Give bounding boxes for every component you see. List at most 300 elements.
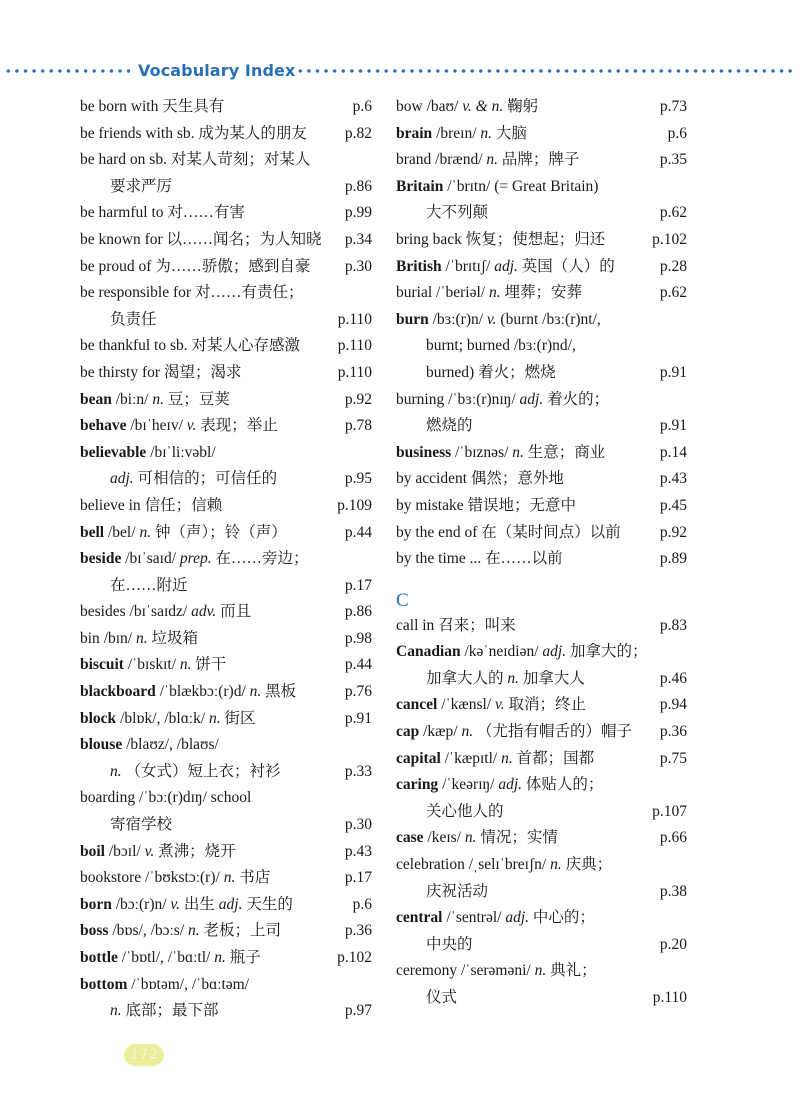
phonetic: /bɪˈheɪv/ xyxy=(130,417,183,435)
phonetic: /ˈkænsl/ xyxy=(441,696,492,714)
definition: 垃圾箱 xyxy=(151,629,198,647)
definition: 瓶子 xyxy=(229,949,261,966)
entry-text xyxy=(110,307,157,334)
index-entry xyxy=(80,440,372,467)
entry-text xyxy=(80,626,198,653)
index-entry xyxy=(396,719,687,746)
definition: （女式）短上衣；衬衫 xyxy=(125,762,281,780)
entry-text xyxy=(80,520,287,547)
definition: 中心的； xyxy=(532,909,595,927)
phonetic: /blɒk/, /blɑːk/ xyxy=(120,709,206,727)
index-entry-continuation xyxy=(396,879,687,906)
page-reference: p.36 xyxy=(659,723,687,741)
entry-text xyxy=(80,200,245,227)
entry-text xyxy=(396,227,605,254)
entry-text xyxy=(80,94,224,121)
headword: brand xyxy=(396,151,432,169)
headword: boss xyxy=(80,922,109,940)
phonetic: /ˈbrɪtɪʃ/ xyxy=(445,257,491,275)
entry-text xyxy=(80,599,251,626)
entry-text xyxy=(80,679,296,706)
headword: caring xyxy=(396,776,439,794)
headword: be harmful to xyxy=(80,204,164,222)
page-reference: p.98 xyxy=(344,629,372,647)
definition: 着火的； xyxy=(547,390,610,408)
page-reference: p.110 xyxy=(337,337,372,355)
definition: 庆祝活动 xyxy=(426,882,489,900)
headword: bean xyxy=(80,390,112,408)
page-reference: p.92 xyxy=(659,523,687,541)
definition: 在……旁边； xyxy=(215,550,309,568)
definition: 在（某时间点）以前 xyxy=(481,523,621,541)
entry-text xyxy=(426,799,504,826)
page-reference: p.102 xyxy=(337,949,372,966)
part-of-speech: n. xyxy=(534,962,547,980)
page-header xyxy=(0,58,800,84)
entry-text xyxy=(396,493,576,520)
page-reference: p.34 xyxy=(344,230,372,248)
phonetic: /ˈbɒtl/, /ˈbɑːtl/ xyxy=(121,949,211,966)
phonetic: /ˈberiəl/ xyxy=(436,284,486,302)
page-reference: p.75 xyxy=(659,749,687,767)
headword: by accident xyxy=(396,470,468,488)
index-entry-continuation xyxy=(396,413,687,440)
headword: business xyxy=(396,443,452,461)
index-entry xyxy=(396,825,687,852)
part-of-speech: n. xyxy=(512,443,524,461)
page-reference: p.28 xyxy=(659,257,687,275)
part-of-speech: adj. xyxy=(494,257,518,275)
phonetic: /ˈbrɪtn/ xyxy=(447,177,491,195)
index-entry xyxy=(80,520,372,547)
page-reference: p.14 xyxy=(659,443,687,461)
page-reference: p.86 xyxy=(344,603,372,621)
definition: 而且 xyxy=(220,603,252,621)
part-of-speech: n. xyxy=(188,922,200,940)
definition: (burnt /bɜː(r)nt/, xyxy=(500,310,601,328)
headword: be thirsty for xyxy=(80,363,161,381)
page-reference: p.6 xyxy=(352,895,372,913)
headword: be friends with sb. xyxy=(80,124,195,142)
part-of-speech: n. xyxy=(110,1002,122,1020)
index-entry xyxy=(80,865,372,892)
part-of-speech: adv. xyxy=(191,603,217,621)
index-entry xyxy=(80,254,372,281)
page-reference: p.107 xyxy=(652,802,687,820)
index-entry xyxy=(396,307,687,334)
headword: British xyxy=(396,257,442,275)
definition: 大脑 xyxy=(495,124,527,142)
page-reference: p.6 xyxy=(667,124,687,142)
page-reference: p.91 xyxy=(659,363,687,381)
definition: 饼干 xyxy=(195,656,227,674)
index-entry xyxy=(80,918,372,945)
definition: 关心他人的 xyxy=(426,802,504,820)
entry-text xyxy=(80,413,278,440)
index-column-right xyxy=(396,94,687,1012)
index-entry xyxy=(80,706,372,733)
page-reference: p.33 xyxy=(344,762,372,780)
page-reference: p.73 xyxy=(659,98,687,115)
phonetic: /bɪˈsaɪdz/ xyxy=(129,603,188,621)
headword: bottom xyxy=(80,975,128,993)
definition: 鞠躬 xyxy=(507,98,539,115)
headword: celebration xyxy=(396,856,465,874)
phonetic: /ˈbɪznəs/ xyxy=(455,443,509,461)
entry-text xyxy=(110,812,172,839)
page-reference: p.83 xyxy=(659,616,687,634)
page-reference: p.62 xyxy=(659,284,687,302)
headword: brain xyxy=(396,124,433,142)
index-entry-continuation xyxy=(80,812,372,839)
definition: 典礼； xyxy=(550,962,597,980)
phonetic: /brænd/ xyxy=(435,151,483,169)
definition: 取消；终止 xyxy=(508,696,587,714)
page-reference: p.102 xyxy=(652,230,687,248)
definition: 豆；豆荚 xyxy=(167,390,230,408)
phonetic: /ˈkæpɪtl/ xyxy=(444,749,498,767)
part-of-speech: v. xyxy=(486,310,497,328)
part-of-speech: v. xyxy=(495,696,505,714)
phonetic: /ˈserəməni/ xyxy=(460,962,531,980)
definition: 体贴人的； xyxy=(525,776,604,794)
page-reference: p.45 xyxy=(659,496,687,514)
index-entry xyxy=(396,147,687,174)
entry-text xyxy=(396,852,612,879)
part-of-speech: n. xyxy=(223,869,236,887)
definition: （尤指有帽舌的）帽子 xyxy=(476,723,632,741)
entry-text xyxy=(110,466,277,493)
headword: be hard on sb. xyxy=(80,151,167,169)
headword: boarding xyxy=(80,789,136,807)
headword: besides xyxy=(80,603,126,621)
index-entry xyxy=(396,958,687,985)
headword: bring back xyxy=(396,230,462,248)
index-entry xyxy=(396,905,687,932)
entry-text xyxy=(396,254,615,281)
part-of-speech: n. xyxy=(209,709,221,727)
headword: capital xyxy=(396,749,441,767)
entry-text xyxy=(80,652,226,679)
entry-text xyxy=(80,440,216,467)
entry-text xyxy=(396,440,605,467)
definition: 燃烧的 xyxy=(426,417,473,435)
definition: 出生 xyxy=(183,895,215,913)
page-reference: p.6 xyxy=(352,98,372,115)
part-of-speech: n. xyxy=(464,829,477,847)
index-entry xyxy=(80,200,372,227)
definition: 情况；实情 xyxy=(480,829,558,847)
page-reference: p.44 xyxy=(344,523,372,541)
phonetic: /bɔɪl/ xyxy=(108,842,141,860)
index-entry xyxy=(396,852,687,879)
entry-text xyxy=(80,493,222,520)
entry-text xyxy=(396,719,632,746)
definition: 对某人心存感激 xyxy=(191,337,301,355)
index-entry-continuation xyxy=(396,985,687,1012)
definition: 以……闻名；为人知晓 xyxy=(166,230,322,248)
phonetic: /bɪˈliːvəbl/ xyxy=(150,443,216,461)
definition: 街区 xyxy=(224,709,256,727)
part-of-speech: n. xyxy=(135,629,148,647)
headword: bell xyxy=(80,523,105,541)
phonetic: /biːn/ xyxy=(115,390,149,408)
headword: call in xyxy=(396,616,435,634)
page-reference: p.43 xyxy=(344,842,372,860)
phonetic: /bɒs/, /bɔːs/ xyxy=(112,922,185,940)
entry-text xyxy=(80,333,300,360)
entry-text xyxy=(396,174,598,201)
definition: 钟（声）；铃（声） xyxy=(154,523,287,541)
part-of-speech: v. xyxy=(186,417,197,435)
entry-text xyxy=(80,254,310,281)
definition: burnt; burned /bɜː(r)nd/, xyxy=(426,337,576,355)
headword: biscuit xyxy=(80,656,124,674)
entry-text xyxy=(80,972,249,999)
headword: cap xyxy=(396,723,420,741)
entry-text xyxy=(396,546,563,573)
index-entry xyxy=(80,892,372,919)
part-of-speech: n. xyxy=(507,669,520,687)
entry-text xyxy=(396,692,586,719)
part-of-speech: n. xyxy=(179,656,192,674)
entry-text xyxy=(80,865,270,892)
index-entry xyxy=(396,280,687,307)
index-entry xyxy=(396,440,687,467)
part-of-speech: prep. xyxy=(179,550,212,568)
headword: believable xyxy=(80,443,147,461)
index-entry xyxy=(80,972,372,999)
page-reference: p.44 xyxy=(344,656,372,674)
entry-text xyxy=(426,360,556,387)
page-reference: p.66 xyxy=(659,829,687,847)
entry-text xyxy=(110,573,188,600)
definition: 偶然；意外地 xyxy=(470,470,564,488)
index-entry xyxy=(396,174,687,201)
entry-text xyxy=(396,280,582,307)
index-entry xyxy=(396,772,687,799)
page-number-badge xyxy=(124,1044,164,1066)
phonetic: /kəˈneɪdiən/ xyxy=(464,643,539,661)
part-of-speech: n. xyxy=(480,124,493,142)
headword: bottle xyxy=(80,949,118,966)
entry-text xyxy=(80,706,256,733)
entry-text xyxy=(80,839,236,866)
definition: 生意；商业 xyxy=(527,443,606,461)
definition: school xyxy=(210,789,252,807)
page-reference: p.20 xyxy=(659,935,687,953)
part-of-speech: n. xyxy=(249,683,262,701)
index-entry xyxy=(396,639,687,666)
entry-text xyxy=(80,387,230,414)
page-reference: p.36 xyxy=(344,922,372,940)
headword: burn xyxy=(396,310,429,328)
index-entry xyxy=(396,520,687,547)
entry-text xyxy=(426,666,585,693)
phonetic: /keɪs/ xyxy=(427,829,462,847)
definition: 在……以前 xyxy=(485,550,563,568)
page-reference: p.30 xyxy=(344,257,372,275)
part-of-speech: n. xyxy=(139,523,152,541)
headword: believe in xyxy=(80,496,141,514)
definition: 错误地；无意中 xyxy=(467,496,576,514)
entry-text xyxy=(396,772,603,799)
index-entry xyxy=(80,785,372,812)
part-of-speech: n. xyxy=(110,762,122,780)
entry-text xyxy=(110,759,281,786)
part-of-speech: n. xyxy=(461,723,474,741)
headword: ceremony xyxy=(396,962,458,980)
index-entry xyxy=(396,254,687,281)
index-entry xyxy=(396,466,687,493)
page-reference: p.76 xyxy=(344,683,372,701)
index-entry-continuation xyxy=(396,932,687,959)
headword: by mistake xyxy=(396,496,464,514)
entry-text xyxy=(396,147,579,174)
part-of-speech: v. xyxy=(144,842,155,860)
page-number: 172 xyxy=(129,1047,159,1063)
entry-text xyxy=(80,227,322,254)
headword: by the time ... xyxy=(396,550,482,568)
index-column-left xyxy=(80,94,372,1025)
entry-text xyxy=(396,121,527,148)
definition: 要求严厉 xyxy=(110,177,173,195)
page-reference: p.110 xyxy=(337,363,372,381)
phonetic: /breɪn/ xyxy=(436,124,477,142)
definition: 对……有害 xyxy=(167,204,245,222)
headword: cancel xyxy=(396,696,438,714)
definition: 仪式 xyxy=(426,989,458,1006)
definition: 老板；上司 xyxy=(203,922,282,940)
page-reference: p.110 xyxy=(652,989,687,1006)
index-entry xyxy=(80,387,372,414)
definition: 在……附近 xyxy=(110,576,188,594)
phonetic: /ˈbʊkstɔː(r)/ xyxy=(145,869,220,887)
page-reference: p.30 xyxy=(344,816,372,834)
definition: 表现；举止 xyxy=(200,417,278,435)
definition: 召来；叫来 xyxy=(438,616,516,634)
index-entry xyxy=(80,839,372,866)
section-letter-text: C xyxy=(396,589,409,611)
headword: bin xyxy=(80,629,100,647)
page-reference: p.17 xyxy=(344,869,372,887)
definition: 黑板 xyxy=(265,683,297,701)
page-reference: p.99 xyxy=(344,204,372,222)
index-entry-continuation xyxy=(80,998,372,1025)
headword: bookstore xyxy=(80,869,142,887)
definition: 中央的 xyxy=(426,935,473,953)
part-of-speech: n. xyxy=(486,151,499,169)
page-reference: p.62 xyxy=(659,204,687,222)
index-entry xyxy=(396,387,687,414)
index-entry xyxy=(80,945,372,972)
index-entry xyxy=(396,493,687,520)
header-dots-right xyxy=(296,69,796,73)
definition: 可相信的；可信任的 xyxy=(137,470,278,488)
definition: 大不列颠 xyxy=(426,204,489,222)
entry-text xyxy=(426,985,457,1012)
definition: 负责任 xyxy=(110,310,157,328)
index-entry xyxy=(396,746,687,773)
index-entry xyxy=(80,599,372,626)
entry-text xyxy=(80,360,241,387)
definition: 书店 xyxy=(239,869,271,887)
headword: be proud of xyxy=(80,257,152,275)
part-of-speech: adj. xyxy=(505,909,530,927)
page-reference: p.38 xyxy=(659,882,687,900)
index-entry xyxy=(80,147,372,174)
part-of-speech: adj. xyxy=(542,643,567,661)
index-entry xyxy=(80,546,372,573)
definition: burned) 着火；燃烧 xyxy=(426,363,556,381)
entry-text xyxy=(80,892,293,919)
headword: burning xyxy=(396,390,445,408)
page-reference: p.94 xyxy=(659,696,687,714)
definition: 天生的 xyxy=(246,895,293,913)
index-entry xyxy=(80,227,372,254)
entry-text xyxy=(80,546,309,573)
entry-text xyxy=(80,785,251,812)
headword: boil xyxy=(80,842,105,860)
definition: 庆典； xyxy=(565,856,613,874)
index-entry-continuation xyxy=(80,307,372,334)
phonetic: /bɔː(r)n/ xyxy=(115,895,167,913)
entry-text xyxy=(396,639,647,666)
page-reference: p.46 xyxy=(659,669,687,687)
headword: Britain xyxy=(396,177,444,195)
index-entry xyxy=(80,360,372,387)
headword: be born with xyxy=(80,98,159,115)
headword: born xyxy=(80,895,112,913)
index-entry-continuation xyxy=(396,799,687,826)
entry-text xyxy=(396,825,558,852)
part-of-speech: adj. xyxy=(110,470,134,488)
headword: be thankful to sb. xyxy=(80,337,188,355)
index-entry xyxy=(396,94,687,121)
index-entry-continuation xyxy=(396,666,687,693)
headword: beside xyxy=(80,550,122,568)
index-entry xyxy=(80,413,372,440)
phonetic: /blaʊz/, /blaʊs/ xyxy=(126,736,219,754)
part-of-speech: n. xyxy=(550,856,562,874)
phonetic: /ˈsentrəl/ xyxy=(446,909,502,927)
headword: be responsible for xyxy=(80,284,192,302)
entry-text xyxy=(396,307,601,334)
entry-text xyxy=(110,174,172,201)
index-entry xyxy=(80,280,372,307)
entry-text xyxy=(396,466,564,493)
definition: 寄宿学校 xyxy=(110,816,173,834)
definition: 加拿大人 xyxy=(522,669,585,687)
definition: 渴望；渴求 xyxy=(163,363,242,381)
part-of-speech: adj. xyxy=(519,390,544,408)
index-entry xyxy=(396,692,687,719)
index-entry-continuation xyxy=(396,333,687,360)
page-reference: p.35 xyxy=(659,151,687,169)
phonetic: /ˈblækbɔː(r)d/ xyxy=(159,683,246,701)
entry-text xyxy=(110,998,219,1025)
definition: 加拿大的； xyxy=(569,643,648,661)
page-reference: p.78 xyxy=(344,417,372,435)
header-dots-left xyxy=(4,69,130,73)
entry-text xyxy=(80,732,219,759)
part-of-speech: n. xyxy=(488,284,501,302)
part-of-speech: adj. xyxy=(498,776,523,794)
headword: burial xyxy=(396,284,433,302)
entry-text xyxy=(396,958,597,985)
index-entry xyxy=(396,121,687,148)
entry-text xyxy=(426,333,576,360)
